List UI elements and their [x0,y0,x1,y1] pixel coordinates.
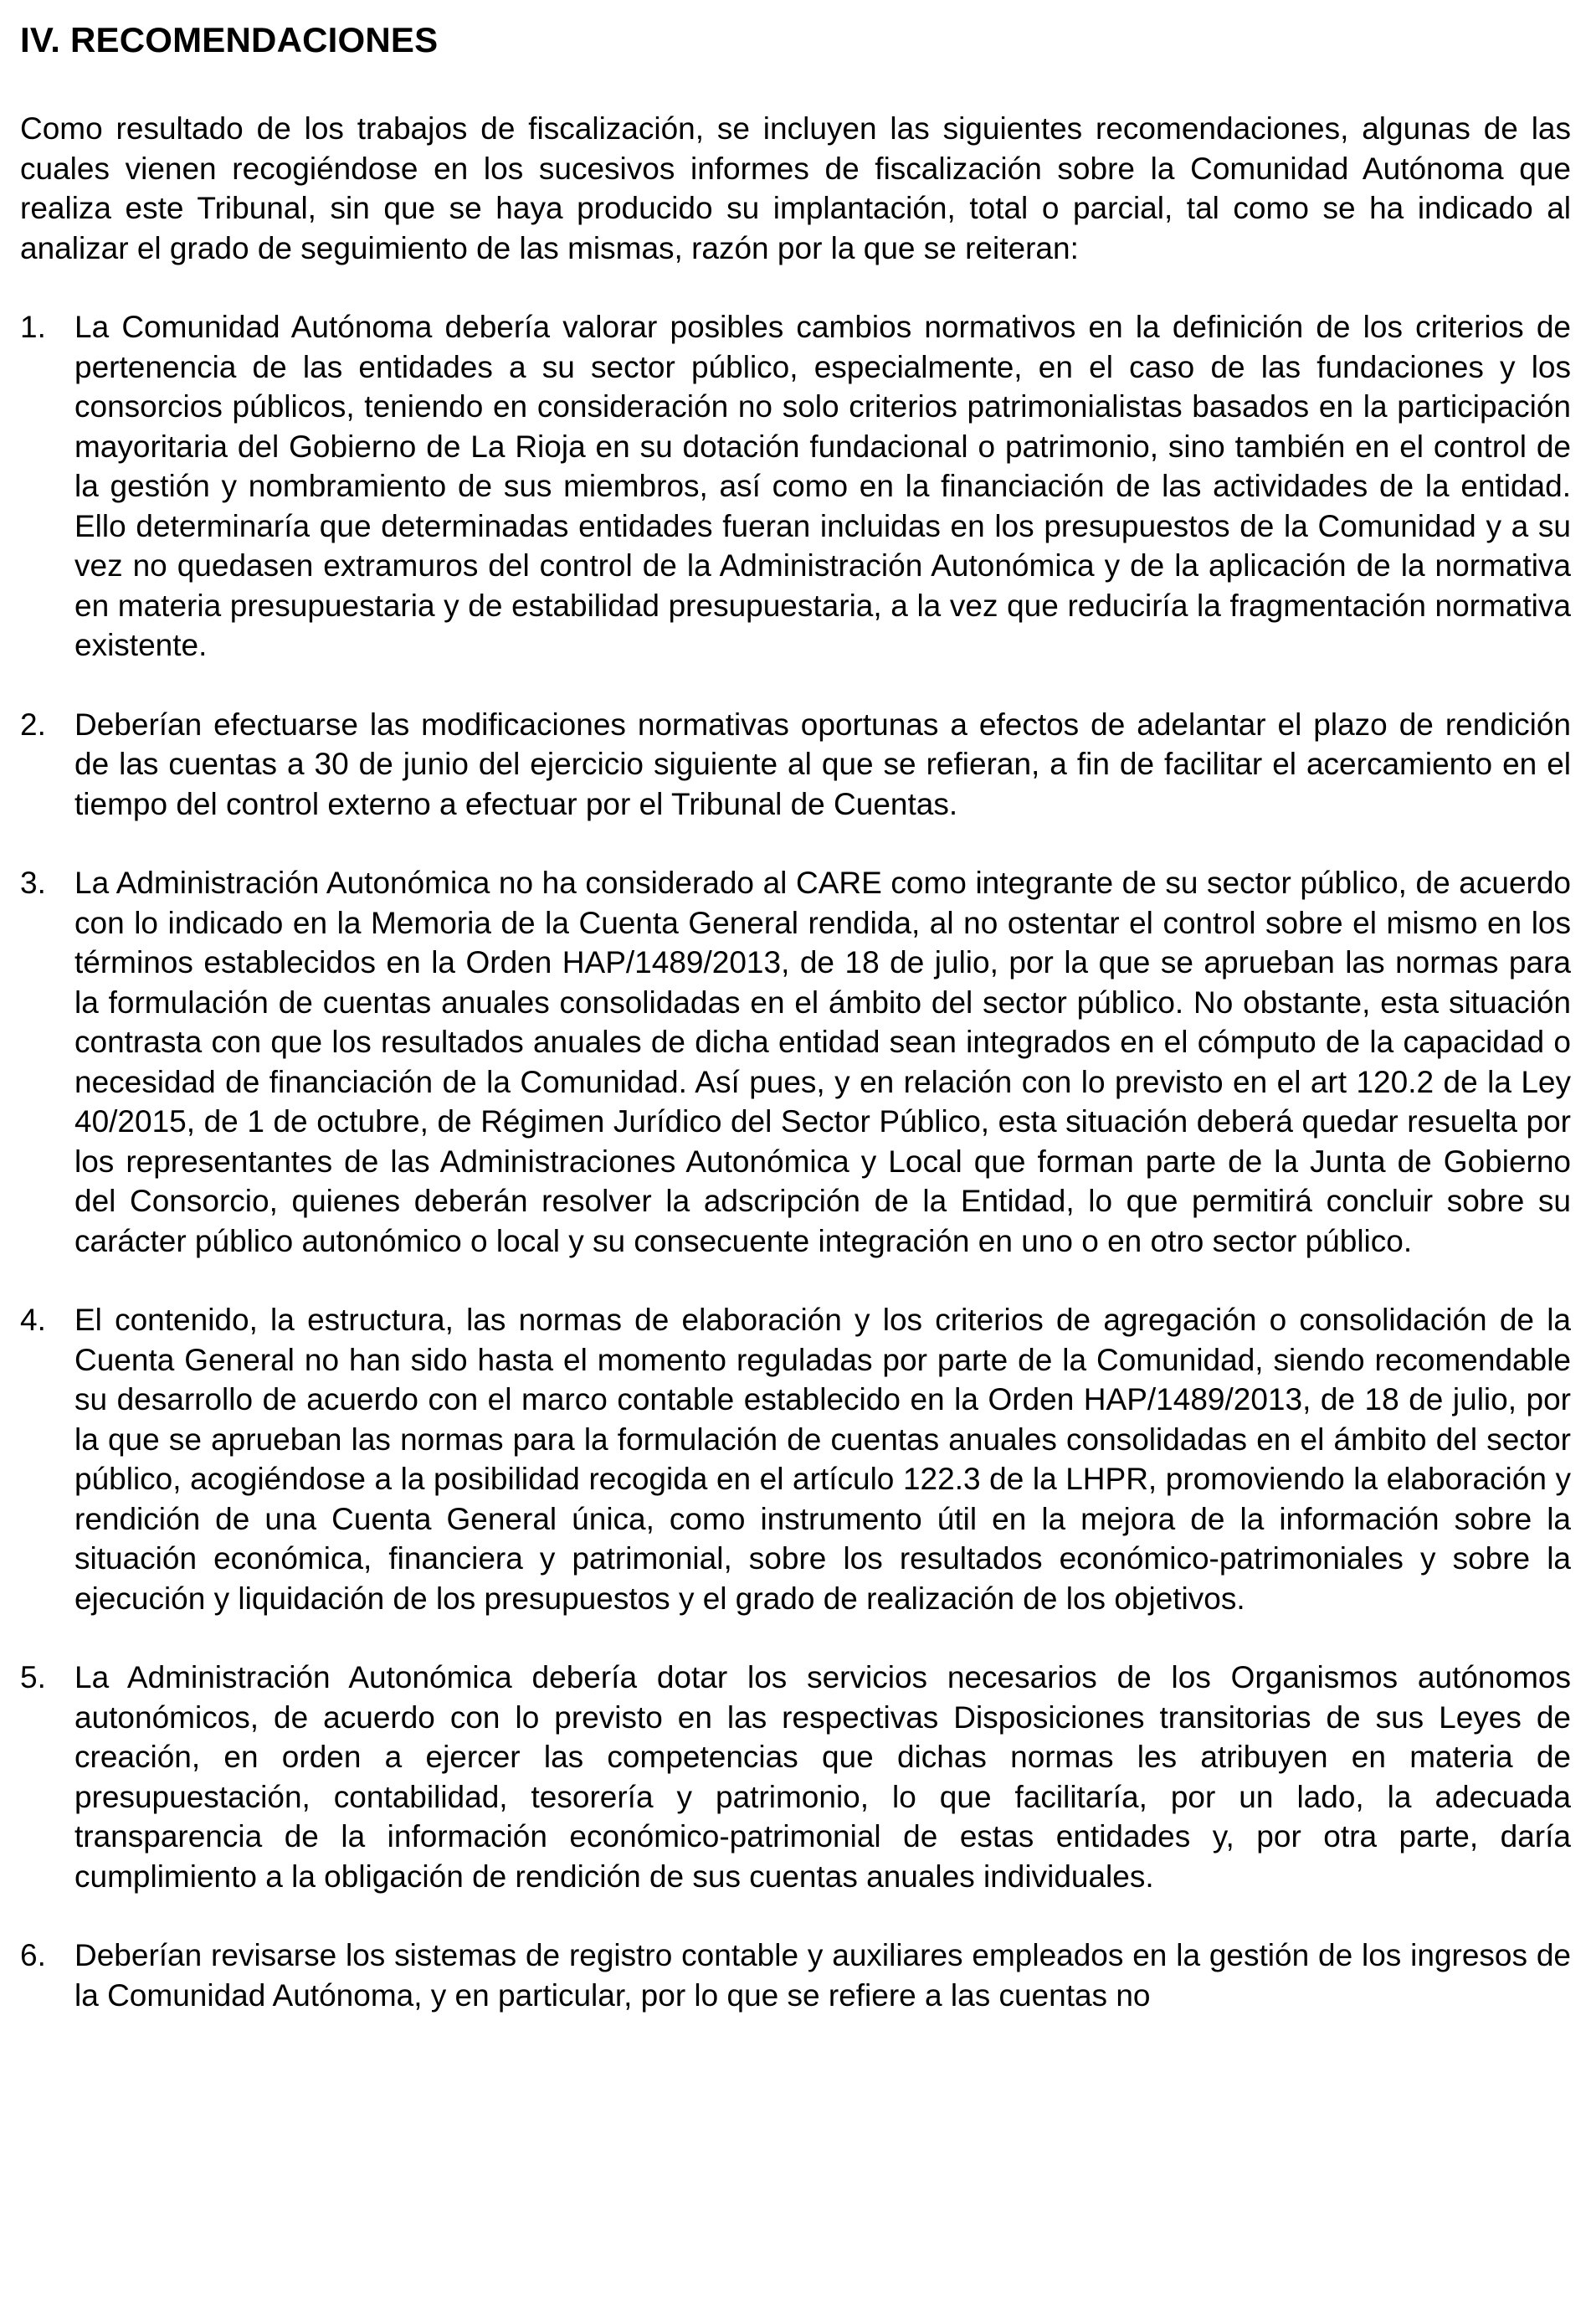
recommendation-text: La Administración Autonómica no ha considerado al CARE como integrante de su sector público, de acuerdo con lo indicado en la Memoria de la Cuenta General rendida, al no ostentar el control sobre el mismo en los términos establecidos en la Orden HAP/1489/2013, de 18 de julio, por la que se aprueban las normas para la formulación de cuentas anuales consolidadas en el ámbito del sector público. No obstante, esta situación contrasta con que los resultados anuales de dicha entidad sean integrados en el cómputo de la capacidad o necesidad de financiación de la Comunidad. Así pues, y en relación con lo previsto en el art 120.2 de la Ley 40/2015, de 1 de octubre, de Régimen Jurídico del Sector Público, esta situación deberá quedar resuelta por los representantes de las Administraciones Autonómica y Local que forman parte de la Junta de Gobierno del Consorcio, quienes deberán resolver la adscripción de la Entidad, lo que permitirá concluir sobre su carácter público autonómico o local y su consecuente integración en uno o en otro sector público. [74,866,1571,1258]
recommendation-number: 3. [20,866,46,900]
recommendation-3 [20,863,1571,1261]
document-page [20,18,1571,2054]
recommendations-list [20,307,1571,2015]
recommendation-2 [20,705,1571,825]
recommendation-number: 4. [20,1303,46,1337]
recommendation-6 [20,1936,1571,2015]
recommendation-number: 2. [20,707,46,742]
recommendation-4 [20,1300,1571,1618]
intro-paragraph: Como resultado de los trabajos de fiscalización, se incluyen las siguientes recomendaciones, algunas de las cuales vienen recogiéndose en los sucesivos informes de fiscalización sobre la Comunidad Autónoma que realiza este Tribunal, sin que se haya producido su implantación, total o parcial, tal como se ha indicado al analizar el grado de seguimiento de las mismas, razón por la que se reiteran: [20,111,1571,265]
recommendation-number: 6. [20,1938,46,1972]
recommendation-text: El contenido, la estructura, las normas de elaboración y los criterios de agregación o consolidación de la Cuenta General no han sido hasta el momento reguladas por parte de la Comunidad, siendo recomendable su desarrollo de acuerdo con el marco contable establecido en la Orden HAP/1489/2013, de 18 de julio, por la que se aprueban las normas para la formulación de cuentas anuales consolidadas en el ámbito del sector público, acogiéndose a la posibilidad recogida en el artículo 122.3 de la LHPR, promoviendo la elaboración y rendición de una Cuenta General única, como instrumento útil en la mejora de la información sobre la situación económica, financiera y patrimonial, sobre los resultados económico-patrimoniales y sobre la ejecución y liquidación de los presupuestos y el grado de realización de los objetivos. [74,1303,1571,1616]
recommendation-number: 1. [20,310,46,344]
recommendation-1 [20,307,1571,666]
recommendation-5 [20,1658,1571,1896]
section-title: IV. RECOMENDACIONES [20,20,439,59]
recommendation-text: Deberían revisarse los sistemas de registro contable y auxiliares empleados en la gestión de los ingresos de la Comunidad Autónoma, y en particular, por lo que se refiere a las cuentas no [74,1938,1571,2013]
recommendation-text: La Administración Autonómica debería dotar los servicios necesarios de los Organismos autónomos autonómicos, de acuerdo con lo previsto en las respectivas Disposiciones transitorias de sus Leyes de creación, en orden a ejercer las competencias que dichas normas les atribuyen en materia de presupuestación, contabilidad, tesorería y patrimonio, lo que facilitaría, por un lado, la adecuada transparencia de la información económico-patrimonial de estas entidades y, por otra parte, daría cumplimiento a la obligación de rendición de sus cuentas anuales individuales. [74,1660,1571,1894]
recommendation-text: La Comunidad Autónoma debería valorar posibles cambios normativos en la definición de los criterios de pertenencia de las entidades a su sector público, especialmente, en el caso de las fundaciones y los consorcios públicos, teniendo en consideración no solo criterios patrimonialistas basados en la participación mayoritaria del Gobierno de La Rioja en su dotación fundacional o patrimonio, sino también en el control de la gestión y nombramiento de sus miembros, así como en la financiación de las actividades de la entidad. Ello determinaría que determinadas entidades fueran incluidas en los presupuestos de la Comunidad y a su vez no quedasen extramuros del control de la Administración Autonómica y de la aplicación de la normativa en materia presupuestaria y de estabilidad presupuestaria, a la vez que reduciría la fragmentación normativa existente. [74,310,1571,662]
recommendation-text: Deberían efectuarse las modificaciones normativas oportunas a efectos de adelantar el plazo de rendición de las cuentas a 30 de junio del ejercicio siguiente al que se refieran, a fin de facilitar el acercamiento en el tiempo del control externo a efectuar por el Tribunal de Cuentas. [74,707,1571,821]
recommendation-number: 5. [20,1660,46,1694]
